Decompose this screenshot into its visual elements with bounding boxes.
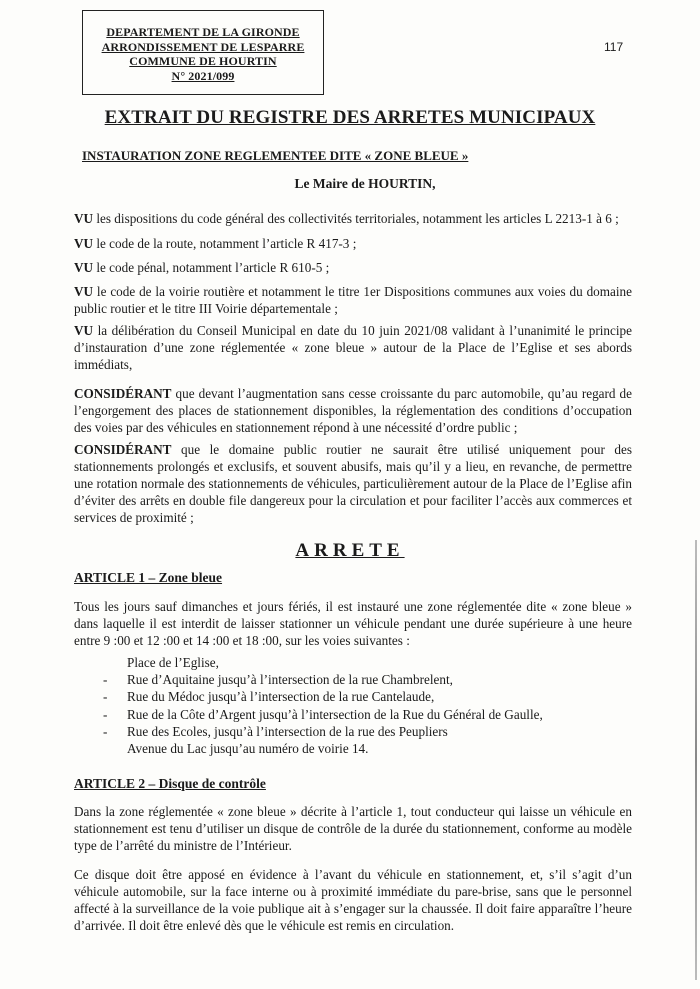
vu-paragraph-1 xyxy=(74,210,632,227)
vu-keyword: VU xyxy=(74,236,94,251)
vu-keyword: VU xyxy=(74,284,94,299)
mayor-heading: Le Maire de HOURTIN, xyxy=(294,176,436,191)
considerant-text: que devant l’augmentation sans cesse croissante du parc automobile, qu’au regard de l’engorgement des places de stationnement disponibles, la réglementation des conditions d’occupation des voies par des véhicules en stationnement répond à une nécessité d’ordre public ; xyxy=(74,386,632,435)
article-2-title: ARTICLE 2 – Disque de contrôle xyxy=(74,776,266,791)
header-number: N° 2021/099 xyxy=(171,68,235,83)
article-1-title: ARTICLE 1 – Zone bleue xyxy=(74,570,223,585)
considerant-text: que le domaine public routier ne saurait être utilisé uniquement pour des stationnements prolongés et exclusifs, et souvent abusifs, mais qu’il y a lieu, en revanche, de permettre une rotation normale des stationnements de véhicules, particulièrement autour de la Place de l’Eglise afin d’éviter des arrêts en double file dangereux pour la circulation et pour faciliter l’accès aux commerces et services de proximité ; xyxy=(74,442,632,525)
document-title: EXTRAIT DU REGISTRE DES ARRETES MUNICIPAUX xyxy=(104,107,596,128)
considerant-keyword: CONSIDÉRANT xyxy=(74,442,172,457)
vu-text: le code pénal, notamment l’article R 610-5 ; xyxy=(93,260,330,275)
vu-text: les dispositions du code général des collectivités territoriales, notamment les articles L 2213-1 à 6 ; xyxy=(93,211,619,226)
page-number: 117 xyxy=(604,40,624,54)
list-item: Place de l’Eglise, xyxy=(127,655,219,670)
bullet-dash: - xyxy=(103,706,108,722)
list-item: - Rue de la Côte d’Argent jusqu’à l’intersection de la Rue du Général de Gaulle, xyxy=(103,706,543,722)
considerant-paragraph-1 xyxy=(74,385,632,436)
vu-text: la délibération du Conseil Municipal en date du 10 juin 2021/08 validant à l’unanimité le principe d’instauration d’une zone réglementée « zone bleue » autour de la Place de l’Eglise et ses abords immédiats, xyxy=(74,323,632,372)
list-item: - Rue du Médoc jusqu’à l’intersection de la rue Cantelaude, xyxy=(103,689,435,705)
considerant-keyword: CONSIDÉRANT xyxy=(74,386,172,401)
page-edge-shadow xyxy=(695,540,697,980)
vu-keyword: VU xyxy=(74,323,94,338)
vu-text: le code de la route, notamment l’article R 417-3 ; xyxy=(93,236,357,251)
document-subtitle: INSTAURATION ZONE REGLEMENTEE DITE « ZONE BLEUE » xyxy=(82,148,469,163)
vu-paragraph-5 xyxy=(74,322,632,373)
vu-text: le code de la voirie routière et notamment le titre 1er Dispositions communes aux voies du domaine public routier et le titre III Voirie départementale ; xyxy=(74,284,632,316)
vu-paragraph-3 xyxy=(74,259,632,276)
article-1-text: Tous les jours sauf dimanches et jours fériés, il est instauré une zone réglementée dite « zone bleue » dans laquelle il est interdit de laisser stationner un véhicule pendant une durée supérieure à une heure entre 9 :00 et 12 :00 et 14 :00 et 18 :00, sur les voies suivantes : xyxy=(74,599,632,648)
header-commune: COMMUNE DE HOURTIN xyxy=(129,54,277,68)
considerant-paragraph-2 xyxy=(74,441,632,526)
article-2-paragraph-1: Dans la zone réglementée « zone bleue » décrite à l’article 1, tout conducteur qui laisse un véhicule en stationnement est tenu d’utiliser un disque de contrôle de la durée du stationnement, conforme au modèle type de l’arrêté du ministre de l’Intérieur. xyxy=(74,804,632,853)
vu-paragraph-4 xyxy=(74,283,632,317)
list-item: - Rue d’Aquitaine jusqu’à l’intersection de la rue Chambrelent, xyxy=(103,672,453,688)
bullet-dash: - xyxy=(103,723,108,739)
header-stamp-box xyxy=(82,10,324,95)
vu-keyword: VU xyxy=(74,211,94,226)
list-item: - Rue des Ecoles, jusqu’à l’intersection de la rue des Peupliers xyxy=(103,723,448,739)
article-2-paragraph-2: Ce disque doit être apposé en évidence à l’avant du véhicule en stationnement, et, s’il s’agit d’un véhicule automobile, sur la face interne ou à proximité immédiate du pare-brise, sans que le personnel affecté à la surveillance de la voie publique ait à s’engager sur la chaussée. Il doit faire apparaître l’heure d’arrivée. Il doit être enlevé dès que le véhicule est remis en circulation. xyxy=(74,867,632,933)
list-item: Avenue du Lac jusqu’au numéro de voirie 14. xyxy=(127,741,369,757)
vu-paragraph-2 xyxy=(74,235,632,252)
bullet-dash: - xyxy=(103,672,108,688)
arrete-heading: ARRETE xyxy=(295,540,405,561)
header-arrondissement: ARRONDISSEMENT DE LESPARRE xyxy=(101,39,305,54)
header-department: DEPARTEMENT DE LA GIRONDE xyxy=(106,25,300,39)
bullet-dash: - xyxy=(103,689,108,705)
street-list xyxy=(103,654,543,757)
vu-keyword: VU xyxy=(74,260,94,275)
